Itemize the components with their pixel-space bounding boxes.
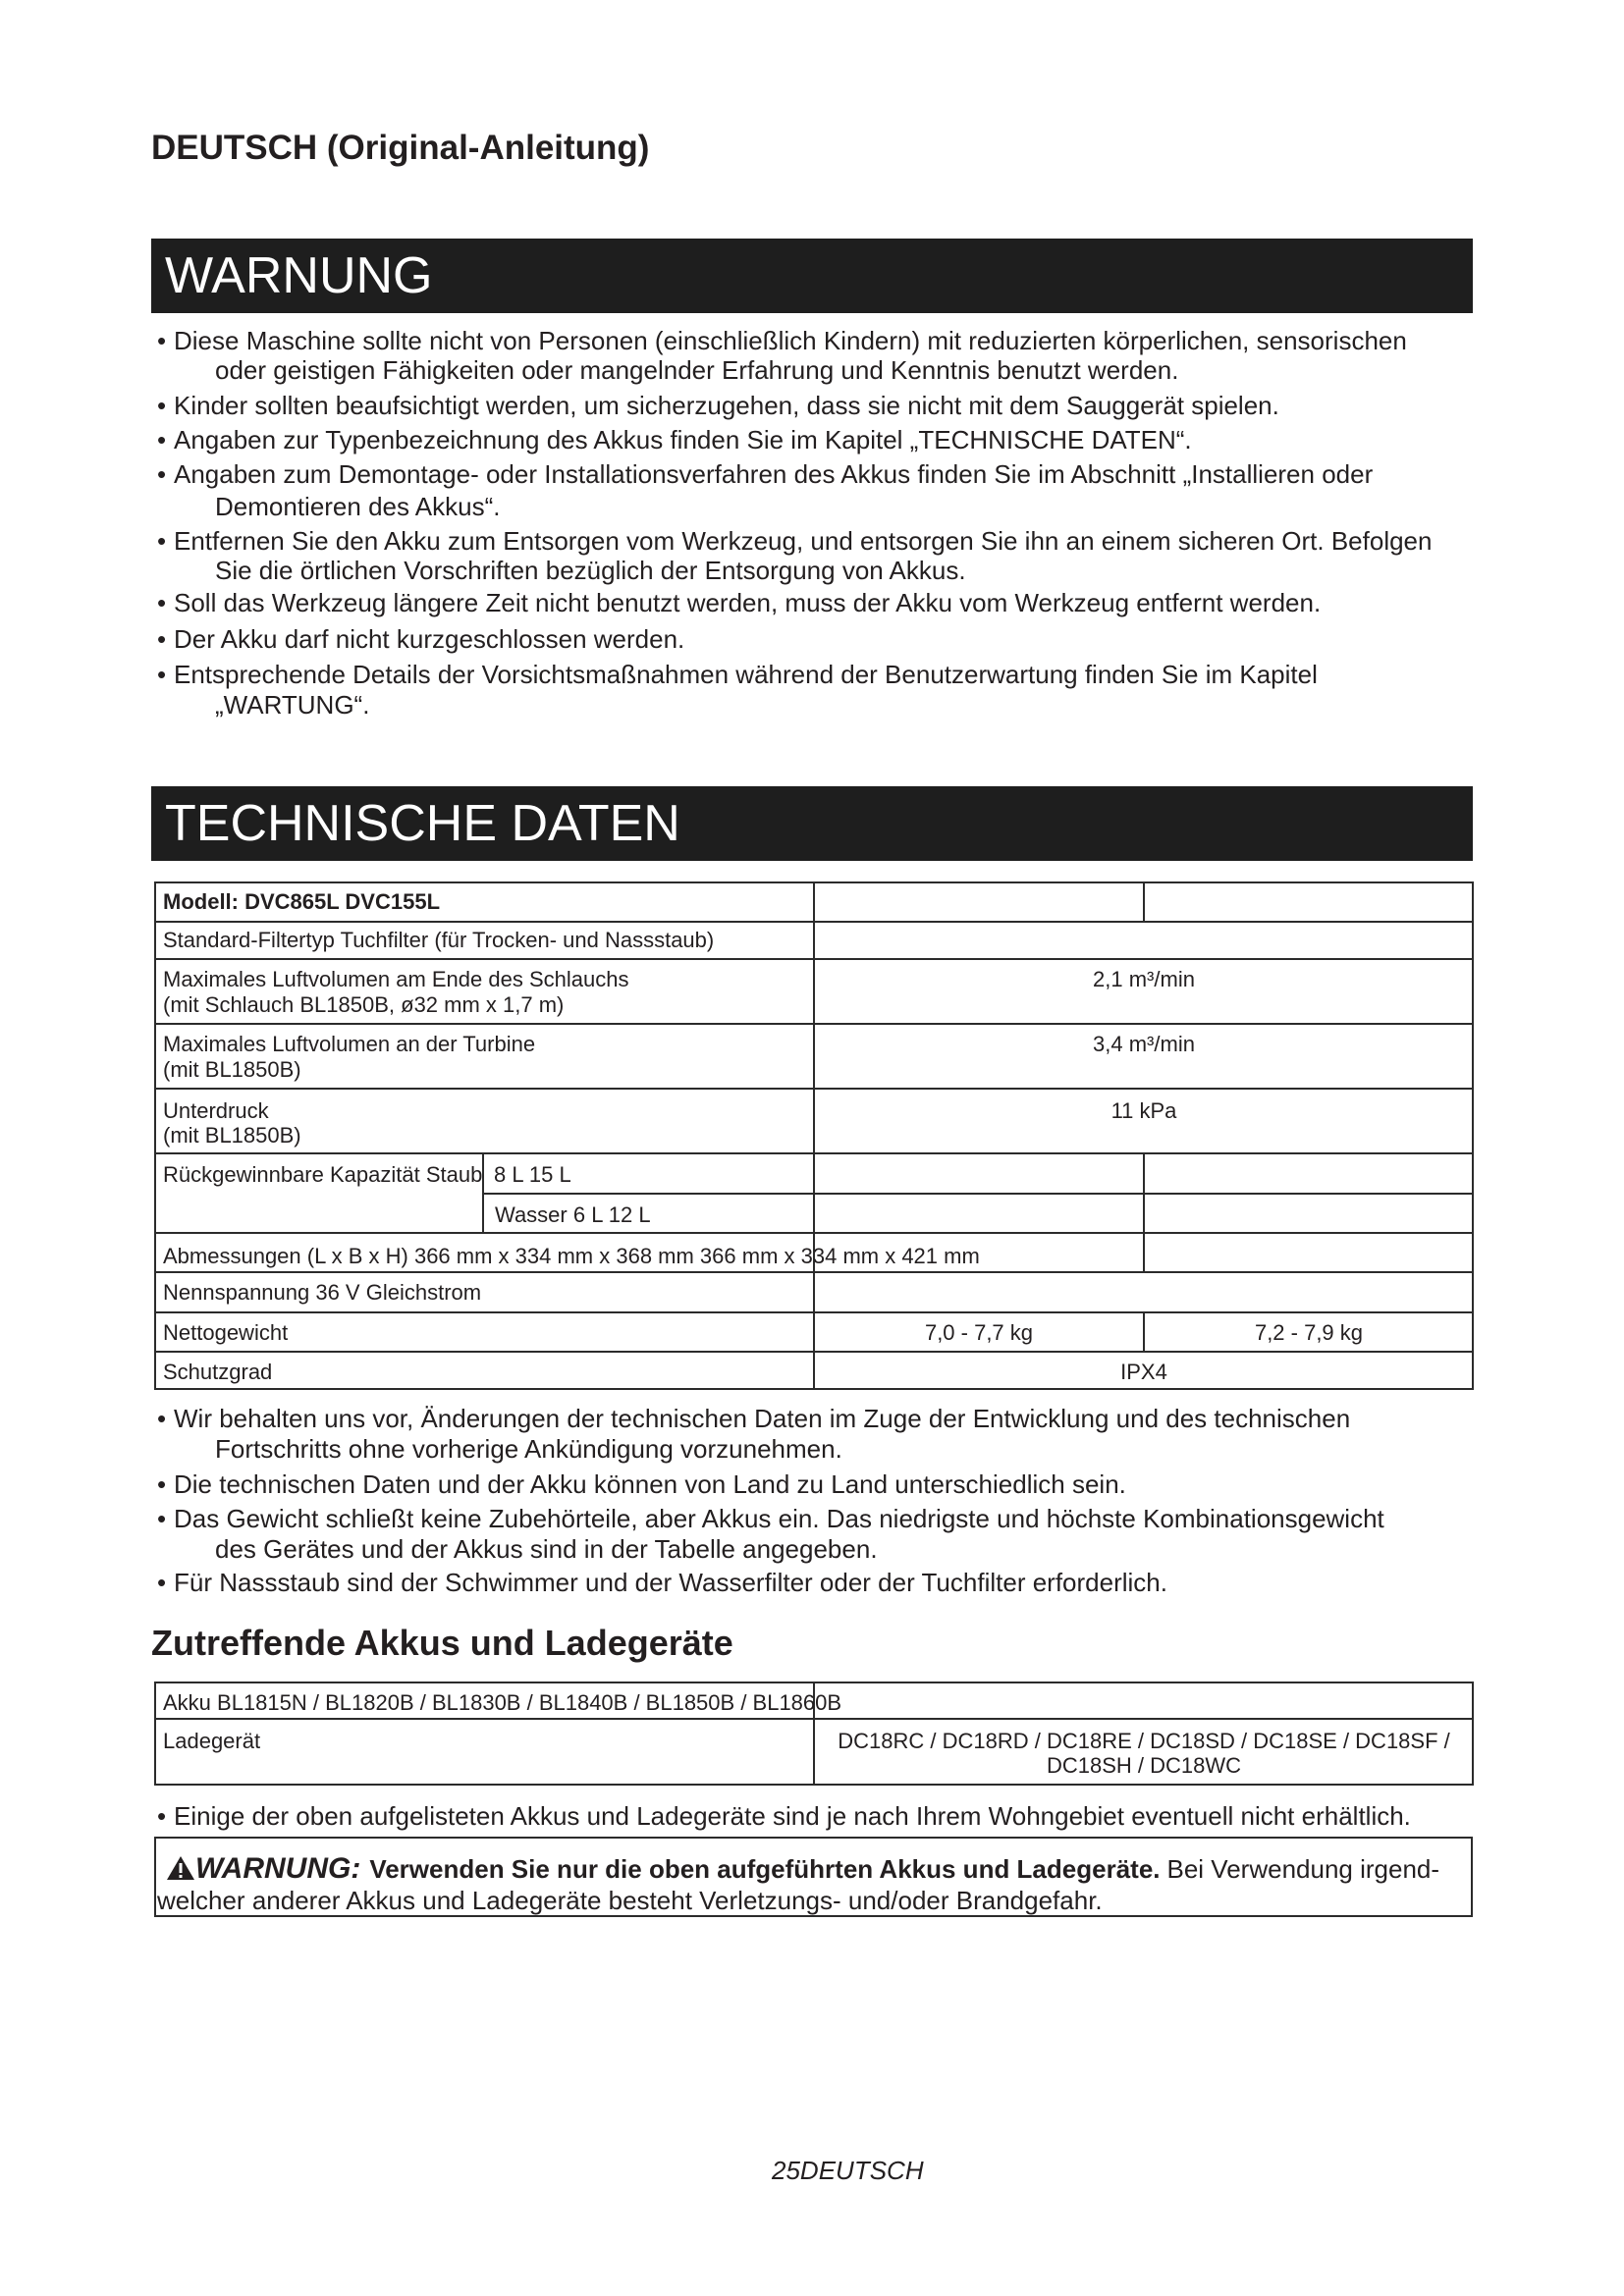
bullet-marker xyxy=(157,1504,166,1533)
capacity-dust: 8 L 15 L xyxy=(494,1162,571,1187)
page-footer: 25DEUTSCH xyxy=(772,2156,924,2185)
item-line: Entsprechende Details der Vorsichtsmaßnahmen während der Benutzerwartung finden Sie im Kapitel xyxy=(174,660,1318,689)
bullet-marker xyxy=(157,1404,166,1433)
bullet-marker xyxy=(157,459,166,489)
protection-label: Schutzgrad xyxy=(163,1360,273,1384)
table-rule xyxy=(813,881,815,1390)
bullet-marker xyxy=(157,660,166,689)
capacity-water: Wasser 6 L 12 L xyxy=(495,1202,651,1227)
warning-text: Bei Verwendung irgend- xyxy=(1166,1854,1440,1884)
item-line: Der Akku darf nicht kurzgeschlossen werden. xyxy=(174,624,685,654)
charger-values: DC18SH / DC18WC xyxy=(1046,1753,1242,1778)
bullet-marker xyxy=(157,425,166,454)
item-line: oder geistigen Fähigkeiten oder mangelnder Erfahrung und Kenntnis benutzt werden. xyxy=(215,355,1179,385)
item-line: Angaben zur Typenbezeichnung des Akkus finden Sie im Kapitel „TECHNISCHE DATEN“. xyxy=(174,425,1192,454)
item-line: „WARTUNG“. xyxy=(215,690,370,720)
bullet-marker xyxy=(157,526,166,556)
item-line: Diese Maschine sollte nicht von Personen (einschließlich Kindern) mit reduzierten körperlichen, sensorischen xyxy=(174,326,1407,355)
bullet-marker xyxy=(157,1469,166,1499)
item-line: Fortschritts ohne vorherige Ankündigung vorzunehmen. xyxy=(215,1434,842,1464)
weight-label: Nettogewicht xyxy=(163,1320,289,1345)
technische-daten-banner-title: TECHNISCHE DATEN xyxy=(165,795,680,852)
vacuum-label: (mit BL1850B) xyxy=(163,1123,301,1148)
technische-daten-banner xyxy=(151,786,1473,861)
battery-cell: Akku BL1815N / BL1820B / BL1830B / BL1840B / BL1850B / BL1860B xyxy=(163,1690,842,1715)
item-line: Entfernen Sie den Akku zum Entsorgen vom Werkzeug, und entsorgen Sie ihn an einem sicheren Ort. Befolgen xyxy=(174,526,1433,556)
page-title: DEUTSCH (Original-Anleitung) xyxy=(151,129,650,167)
voltage-cell: Nennspannung 36 V Gleichstrom xyxy=(163,1280,482,1305)
charger-values: DC18RC / DC18RD / DC18RE / DC18SD / DC18SE / DC18SF / xyxy=(838,1729,1450,1753)
airflow-hose-label: Maximales Luftvolumen am Ende des Schlauchs xyxy=(163,967,629,991)
protection-value: IPX4 xyxy=(1120,1360,1167,1384)
item-line: Sie die örtlichen Vorschriften bezüglich der Entsorgung von Akkus. xyxy=(215,556,966,585)
item-line: Wir behalten uns vor, Änderungen der technischen Daten im Zuge der Entwicklung und des technischen xyxy=(174,1404,1351,1433)
item-line: Kinder sollten beaufsichtigt werden, um sicherzugehen, dass sie nicht mit dem Sauggerät spielen. xyxy=(174,391,1279,420)
weight-value: 7,2 - 7,9 kg xyxy=(1254,1320,1364,1345)
bullet-marker xyxy=(157,326,166,355)
bullet-marker xyxy=(157,391,166,420)
warning-bold-text: Verwenden Sie nur die oben aufgeführten Akkus und Ladegeräte. xyxy=(369,1854,1161,1884)
model-cell: Modell: DVC865L DVC155L xyxy=(163,889,441,914)
airflow-turbine-label: (mit BL1850B) xyxy=(163,1057,301,1082)
bullet-marker xyxy=(157,624,166,654)
vacuum-value: 11 kPa xyxy=(1110,1098,1177,1123)
airflow-turbine-value: 3,4 m³/min xyxy=(1093,1032,1195,1056)
item-line: des Gerätes und der Akkus sind in der Tabelle angegeben. xyxy=(215,1534,878,1564)
item-line: Das Gewicht schließt keine Zubehörteile, aber Akkus ein. Das niedrigste und höchste Kombinationsgewicht xyxy=(174,1504,1384,1533)
warning-line-1 xyxy=(166,1852,1439,1886)
bullet-marker xyxy=(157,1801,166,1831)
table-rule xyxy=(1143,881,1145,922)
item-line: Für Nassstaub sind der Schwimmer und der Wasserfilter oder der Tuchfilter erforderlich. xyxy=(174,1568,1167,1597)
bullet-marker xyxy=(157,588,166,617)
vacuum-label: Unterdruck xyxy=(163,1098,269,1123)
item-line: Demontieren des Akkus“. xyxy=(215,492,501,521)
table-rule xyxy=(483,1193,1474,1195)
charger-label: Ladegerät xyxy=(163,1729,261,1753)
weight-value: 7,0 - 7,7 kg xyxy=(924,1320,1034,1345)
bullet-marker xyxy=(157,1568,166,1597)
dimensions-cell: Abmessungen (L x B x H) 366 mm x 334 mm x 368 mm 366 mm x 334 mm x 421 mm xyxy=(163,1244,980,1268)
airflow-hose-value: 2,1 m³/min xyxy=(1093,967,1195,991)
warning-triangle-icon xyxy=(166,1855,195,1881)
item-line: Die technischen Daten und der Akku können von Land zu Land unterschiedlich sein. xyxy=(174,1469,1126,1499)
airflow-turbine-label: Maximales Luftvolumen an der Turbine xyxy=(163,1032,536,1056)
filter-cell: Standard-Filtertyp Tuchfilter (für Trocken- und Nassstaub) xyxy=(163,928,715,952)
warnung-banner-title: WARNUNG xyxy=(165,247,433,304)
section-heading: Zutreffende Akkus und Ladegeräte xyxy=(151,1623,733,1663)
airflow-hose-label: (mit Schlauch BL1850B, ø32 mm x 1,7 m) xyxy=(163,992,565,1017)
warning-label: WARNUNG: xyxy=(195,1852,361,1885)
item-line: Soll das Werkzeug längere Zeit nicht benutzt werden, muss der Akku vom Werkzeug entfernt werden. xyxy=(174,588,1322,617)
item-line: Einige der oben aufgelisteten Akkus und Ladegeräte sind je nach Ihrem Wohngebiet eventuell nicht erhältlich. xyxy=(174,1801,1411,1831)
item-line: Angaben zum Demontage- oder Installationsverfahren des Akkus finden Sie im Abschnitt „Installieren oder xyxy=(174,459,1374,489)
table-rule xyxy=(1143,1152,1145,1272)
warnung-banner xyxy=(151,239,1473,313)
warning-line-2: welcher anderer Akkus und Ladegeräte besteht Verletzungs- und/oder Brandgefahr. xyxy=(157,1886,1103,1915)
capacity-label: Rückgewinnbare Kapazität Staub xyxy=(163,1162,483,1187)
